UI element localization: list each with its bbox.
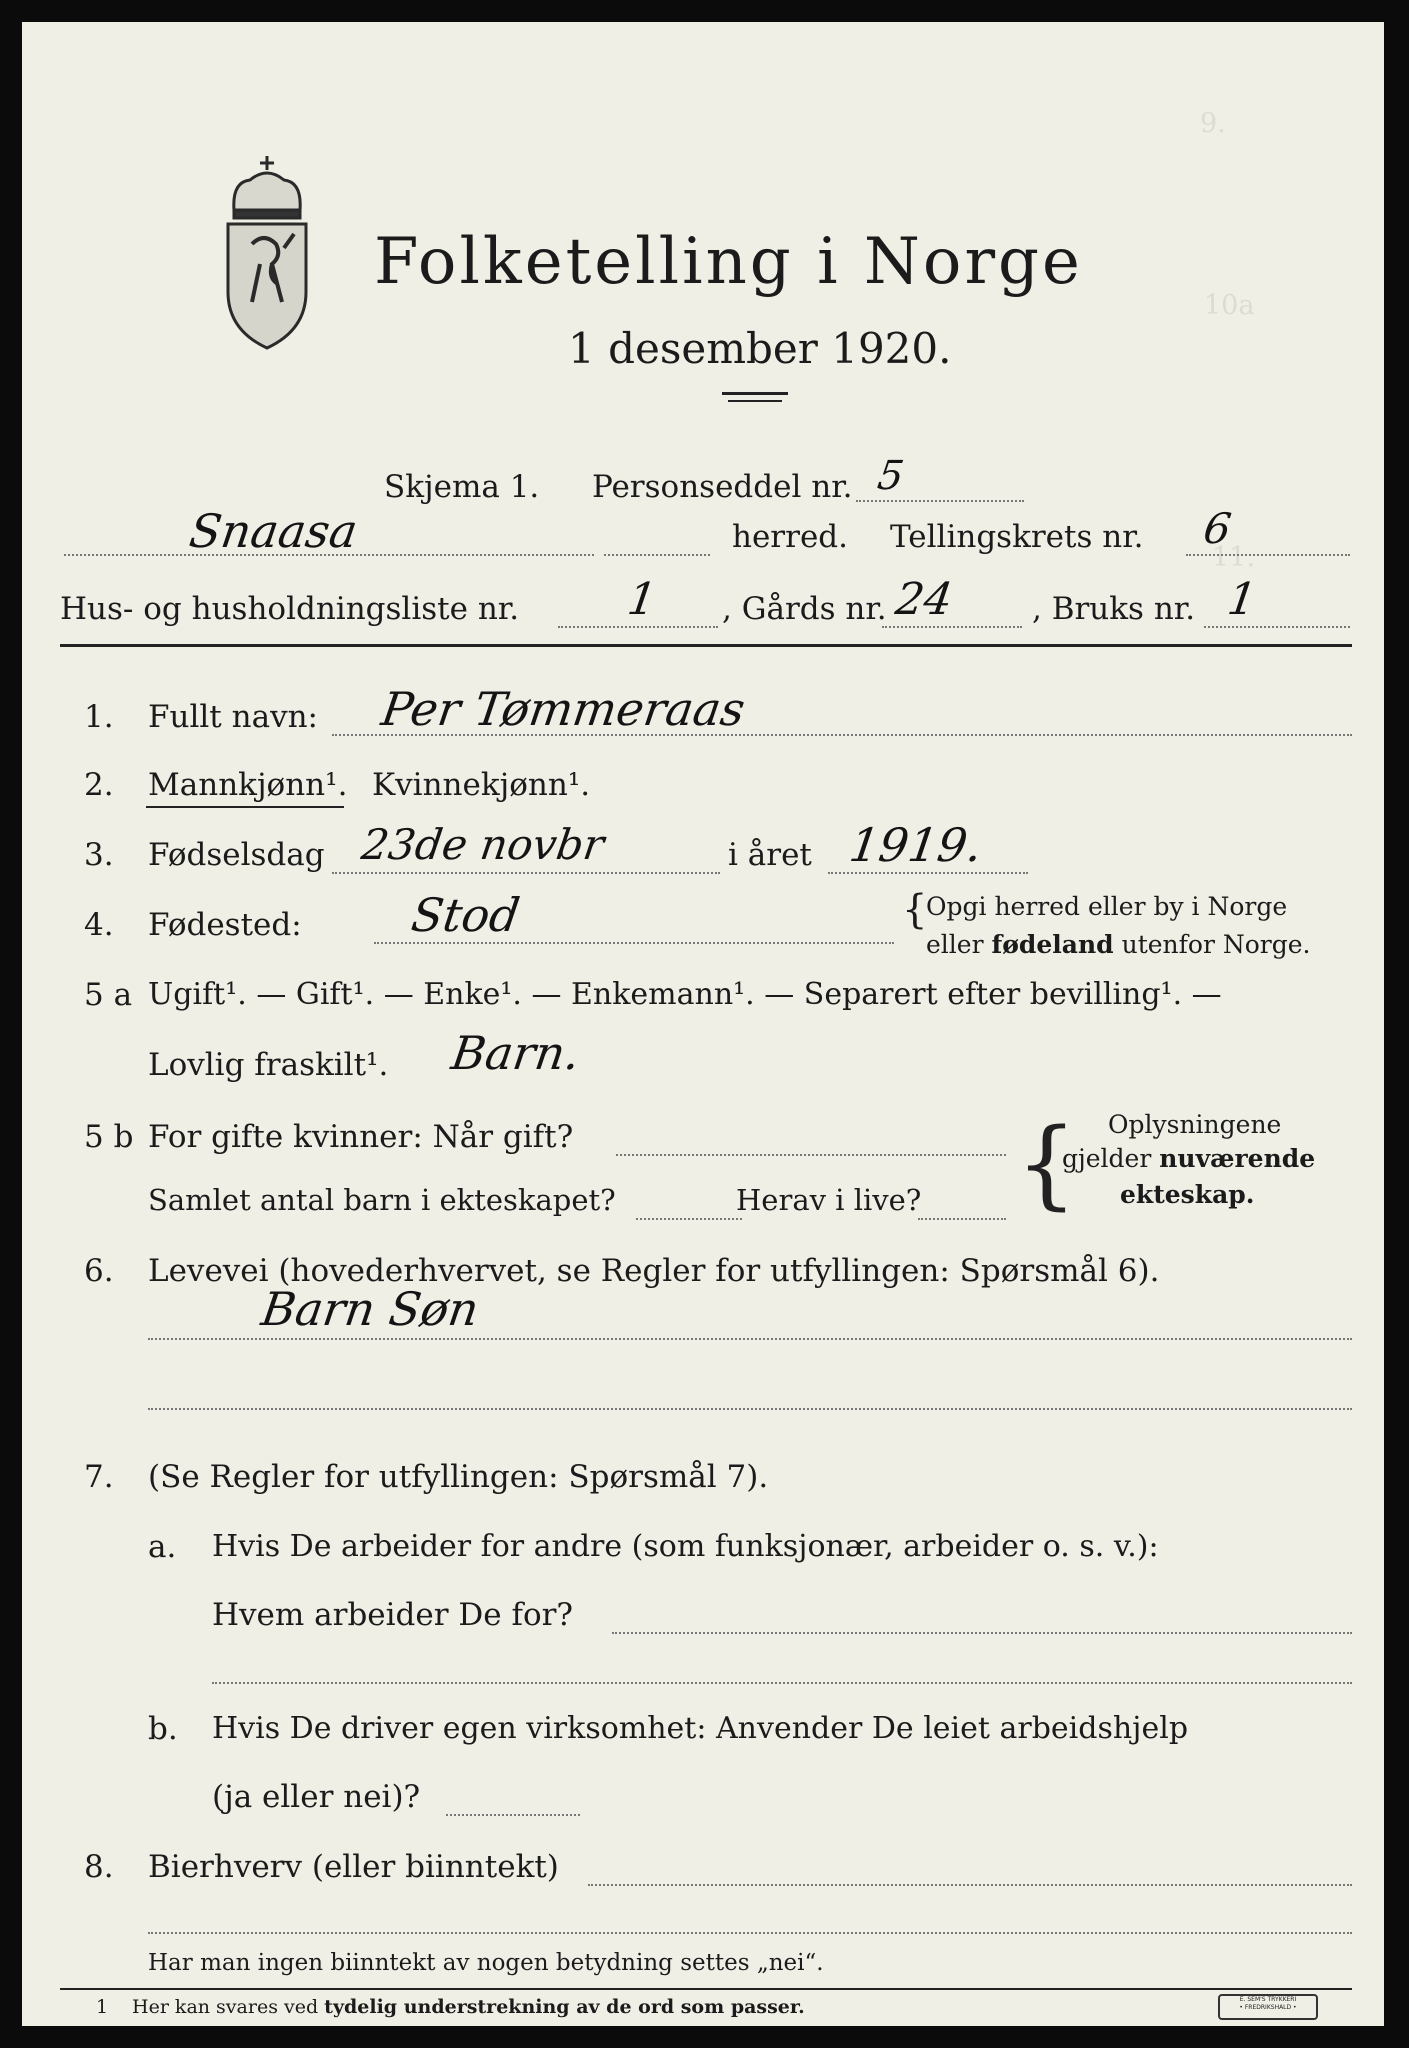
bruks-label: , Bruks nr.	[1032, 591, 1196, 627]
q5b-note-line2: gjelder nuværende	[1062, 1144, 1316, 1173]
q3-number: 3.	[84, 837, 114, 873]
q2-male-underline	[146, 806, 344, 808]
q5a-marital-options[interactable]: Ugift¹. — Gift¹. — Enke¹. — Enkemann¹. — Separert efter bevilling¹. —	[148, 977, 1222, 1012]
q5a-marital-value[interactable]: Barn.	[448, 1026, 584, 1080]
q7-number: 7.	[84, 1459, 114, 1495]
hus-label: Hus- og husholdningsliste nr.	[60, 591, 520, 627]
hus-value[interactable]: 1	[624, 574, 660, 625]
printer-stamp-line2: • FREDRIKSHALD •	[1239, 2003, 1297, 2011]
printer-stamp	[1218, 1994, 1318, 2020]
q5b-number: 5 b	[84, 1119, 134, 1155]
bruks-line	[1204, 626, 1350, 628]
q4-label: Fødested:	[148, 907, 302, 943]
q5b-note-line3: ekteskap.	[1120, 1180, 1255, 1209]
q8-line[interactable]	[588, 1884, 1352, 1886]
q5b-married-when-label: For gifte kvinner: Når gift?	[148, 1119, 574, 1155]
q3-year-line	[828, 872, 1028, 874]
footnote-text: Her kan svares ved tydelig understrekning av de ord som passer.	[132, 1996, 805, 2018]
q4-note-line2: eller fødeland utenfor Norge.	[926, 930, 1311, 959]
footer-divider	[60, 1988, 1352, 1990]
bruks-value[interactable]: 1	[1224, 574, 1260, 625]
q5b-married-when-line[interactable]	[616, 1154, 1006, 1156]
q5b-children-label: Samlet antal barn i ekteskapet?	[148, 1183, 616, 1217]
q8-number: 8.	[84, 1849, 114, 1885]
q7a-number: a.	[148, 1529, 177, 1565]
q4-bracket: {	[902, 887, 928, 933]
gards-label: , Gårds nr.	[722, 591, 887, 627]
q4-number: 4.	[84, 907, 114, 943]
census-date: 1 desember 1920.	[568, 324, 952, 373]
q4-birthplace-value[interactable]: Stod	[408, 888, 523, 942]
q8-line[interactable]	[148, 1932, 1352, 1934]
q2-male-option[interactable]: Mannkjønn¹.	[148, 767, 348, 803]
q5a-divorced-option[interactable]: Lovlig fraskilt¹.	[148, 1047, 389, 1083]
q4-line	[374, 942, 894, 944]
hus-line	[558, 626, 718, 628]
q2-number: 2.	[84, 767, 114, 803]
q7b-number: b.	[148, 1711, 178, 1747]
bleed-through-text: 11.	[1212, 542, 1255, 573]
q6-number: 6.	[84, 1253, 114, 1289]
q3-year-value[interactable]: 1919.	[846, 818, 986, 872]
bleed-through-text: 10a	[1204, 290, 1255, 321]
q5b-alive-line[interactable]	[918, 1218, 1006, 1220]
herred-line	[604, 554, 710, 556]
q4-note-line1: Opgi herred eller by i Norge	[926, 892, 1288, 921]
q7b-yes-no-line[interactable]	[446, 1814, 580, 1816]
q3-line	[332, 872, 720, 874]
tellingskrets-value[interactable]: 6	[1200, 504, 1235, 553]
q6-occupation-value[interactable]: Barn Søn	[258, 1282, 483, 1336]
q7a-employer-label: Hvem arbeider De for?	[212, 1597, 574, 1633]
census-form-sheet	[22, 22, 1384, 2026]
form-title: Folketelling i Norge	[374, 225, 1083, 299]
tellingskrets-label: Tellingskrets nr.	[890, 519, 1144, 555]
q3-label: Fødselsdag	[148, 837, 325, 873]
q6-line[interactable]	[148, 1408, 1352, 1410]
q5b-children-line[interactable]	[636, 1218, 742, 1220]
gards-line	[882, 626, 1022, 628]
q5b-note-line1: Oplysningene	[1108, 1110, 1282, 1139]
footer-note: Har man ingen biinntekt av nogen betydning settes „nei“.	[148, 1950, 824, 1976]
q1-label: Fullt navn:	[148, 699, 318, 735]
bleed-through-text: 9.	[1200, 108, 1226, 139]
personseddel-value[interactable]: 5	[874, 453, 907, 499]
q6-line	[148, 1338, 1352, 1340]
q3-year-label: i året	[728, 837, 812, 873]
header-divider	[60, 644, 1352, 647]
schema-label: Skjema 1.	[384, 469, 540, 505]
q7a-employer-line[interactable]	[612, 1632, 1352, 1634]
q7b-question: Hvis De driver egen virksomhet: Anvender De leiet arbeidshjelp	[212, 1711, 1189, 1746]
printer-stamp-line1: E. SEM'S TRYKKERI	[1239, 1996, 1297, 2003]
footnote-number: 1	[96, 1996, 109, 2018]
herred-value[interactable]: Snaasa	[186, 504, 361, 558]
q5a-number: 5 a	[84, 977, 133, 1013]
q1-number: 1.	[84, 699, 114, 735]
q1-full-name-value[interactable]: Per Tømmeraas	[378, 682, 749, 736]
tellingskrets-line	[1186, 554, 1350, 556]
q8-label: Bierhverv (eller biinntekt)	[148, 1849, 559, 1885]
q5b-brace: {	[1016, 1108, 1078, 1220]
q7a-question: Hvis De arbeider for andre (som funksjonær, arbeider o. s. v.):	[212, 1529, 1159, 1564]
q7-label: (Se Regler for utfyllingen: Spørsmål 7).	[148, 1459, 769, 1495]
q3-birthday-value[interactable]: 23de novbr	[358, 820, 608, 869]
divider	[728, 400, 782, 402]
q7a-employer-line[interactable]	[212, 1682, 1352, 1684]
personseddel-label: Personseddel nr.	[592, 469, 853, 505]
divider	[722, 392, 788, 395]
norway-coat-of-arms-icon	[212, 152, 322, 352]
herred-label: herred.	[732, 519, 848, 555]
q2-female-option[interactable]: Kvinnekjønn¹.	[372, 767, 591, 803]
gards-value[interactable]: 24	[892, 574, 956, 625]
q7b-yes-no-label: (ja eller nei)?	[212, 1779, 421, 1815]
q6-label: Levevei (hovederhvervet, se Regler for utfyllingen: Spørsmål 6).	[148, 1253, 1160, 1289]
q5b-alive-label: Herav i live?	[736, 1183, 922, 1217]
personseddel-line	[856, 500, 1024, 502]
